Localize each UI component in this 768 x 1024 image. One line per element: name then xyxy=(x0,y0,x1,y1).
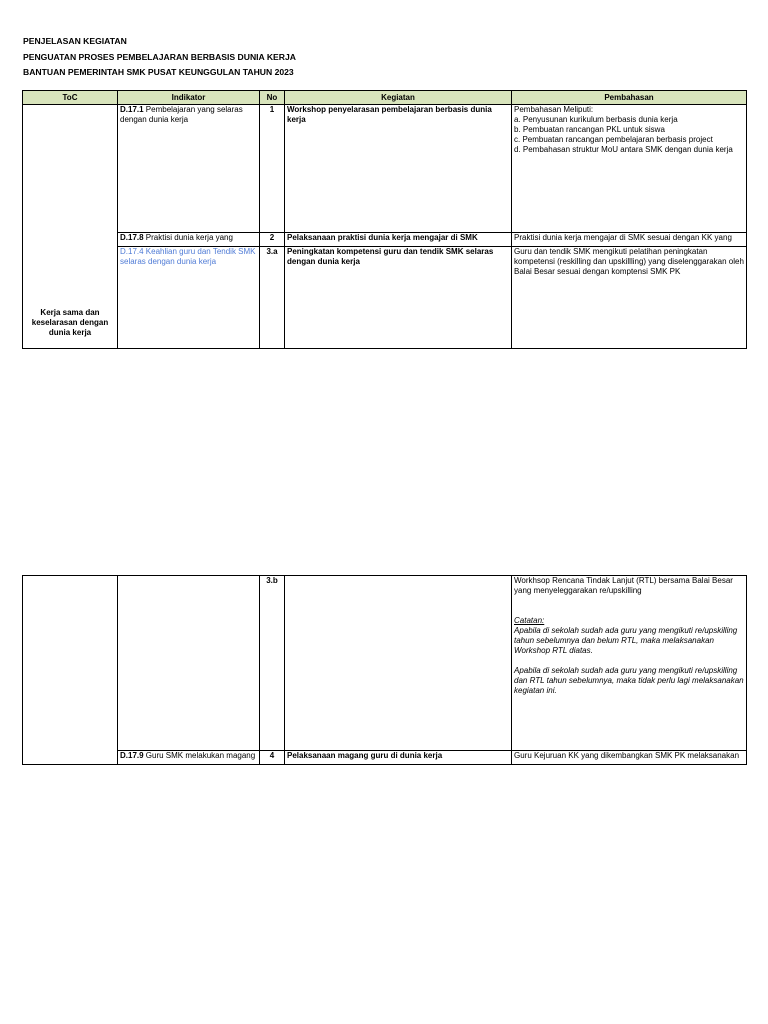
pembahasan-point: a. Penyusunan kurikulum berbasis dunia kerja xyxy=(514,115,678,124)
indikator-code: D.17.1 xyxy=(120,105,144,114)
pembahasan-cell xyxy=(512,105,747,233)
column-header-kegiatan: Kegiatan xyxy=(285,91,512,105)
activity-table-continued xyxy=(22,575,747,765)
pembahasan-point: b. Pembuatan rancangan PKL untuk siswa xyxy=(514,125,665,134)
indikator-code: D.17.8 xyxy=(120,233,144,242)
indikator-cell xyxy=(118,576,260,751)
pembahasan-cell xyxy=(512,751,747,765)
row-number: 4 xyxy=(260,751,285,765)
toc-label: Kerja sama dan keselarasan dengan dunia kerja xyxy=(31,308,109,337)
table-row xyxy=(23,751,747,765)
toc-cell-continued xyxy=(23,576,118,765)
column-header-toc: ToC xyxy=(23,91,118,105)
pembahasan-text: Workhsop Rencana Tindak Lanjut (RTL) bersama Balai Besar yang menyeleggarakan re/upskilling xyxy=(514,576,733,595)
catatan-title: Catatan: xyxy=(514,616,545,625)
table-row xyxy=(23,233,747,247)
kegiatan-cell: Peningkatan kompetensi guru dan tendik SMK selaras dengan dunia kerja xyxy=(285,247,512,349)
row-number: 1 xyxy=(260,105,285,233)
pembahasan-point: c. Pembuatan rancangan pembelajaran berbasis project xyxy=(514,135,713,144)
pembahasan-point: d. Pembahasan struktur MoU antara SMK dengan dunia kerja xyxy=(514,145,733,154)
indikator-cell xyxy=(118,105,260,233)
toc-cell xyxy=(23,105,118,349)
header-line-1: PENJELASAN KEGIATAN xyxy=(23,36,127,46)
row-number: 3.b xyxy=(260,576,285,751)
column-header-pembahasan: Pembahasan xyxy=(512,91,747,105)
pembahasan-cell: Guru dan tendik SMK mengikuti pelatihan peningkatan kompetensi (reskilling dan upskillling) yang diselenggarakan oleh Balai Besar sesuai dengan komptensi SMK PK xyxy=(512,247,747,349)
catatan-note: Apabila di sekolah sudah ada guru yang mengikuti re/upskilling dan RTL tahun sebelumnya, maka tidak perlu lagi melaksanakan kegiatan ini. xyxy=(514,666,744,695)
document-header xyxy=(23,34,296,81)
indikator-text: Praktisi dunia kerja yang xyxy=(145,233,233,242)
indikator-text: Pembelajaran yang selaras dengan dunia kerja xyxy=(120,105,243,124)
kegiatan-text: Pelaksanaan magang guru di dunia kerja xyxy=(287,751,443,760)
header-line-2: PENGUATAN PROSES PEMBELAJARAN BERBASIS DUNIA KERJA xyxy=(23,51,296,62)
indikator-text: Guru SMK melakukan magang xyxy=(145,751,256,760)
pembahasan-cell xyxy=(512,576,747,751)
pembahasan-text: Guru Kejuruan KK yang dikembangkan SMK PK melaksanakan xyxy=(514,751,740,760)
indikator-cell xyxy=(118,233,260,247)
pembahasan-title: Pembahasan Meliputi: xyxy=(514,105,594,114)
row-number: 3.a xyxy=(260,247,285,349)
table-row xyxy=(23,576,747,751)
indikator-cell xyxy=(118,751,260,765)
pembahasan-cell xyxy=(512,233,747,247)
catatan-note: Apabila di sekolah sudah ada guru yang mengikuti re/upskilling tahun sebelumnya dan belum RTL, maka melaksanakan Workshop RTL diatas. xyxy=(514,626,738,655)
kegiatan-cell xyxy=(285,233,512,247)
indikator-cell: D.17.4 Keahlian guru dan Tendik SMK selaras dengan dunia kerja xyxy=(118,247,260,349)
table-header-row xyxy=(23,91,747,105)
row-number: 2 xyxy=(260,233,285,247)
kegiatan-cell xyxy=(285,751,512,765)
kegiatan-cell xyxy=(285,576,512,751)
kegiatan-cell: Workshop penyelarasan pembelajaran berbasis dunia kerja xyxy=(285,105,512,233)
header-line-3: BANTUAN PEMERINTAH SMK PUSAT KEUNGGULAN TAHUN 2023 xyxy=(23,67,294,77)
activity-table xyxy=(22,90,747,349)
indikator-code: D.17.9 xyxy=(120,751,144,760)
kegiatan-text: Pelaksanaan praktisi dunia kerja mengajar di SMK xyxy=(287,233,478,242)
pembahasan-text: Praktisi dunia kerja mengajar di SMK sesuai dengan KK yang xyxy=(514,233,732,242)
column-header-indikator: Indikator xyxy=(118,91,260,105)
column-header-no: No xyxy=(260,91,285,105)
table-row xyxy=(23,105,747,233)
table-row xyxy=(23,247,747,349)
